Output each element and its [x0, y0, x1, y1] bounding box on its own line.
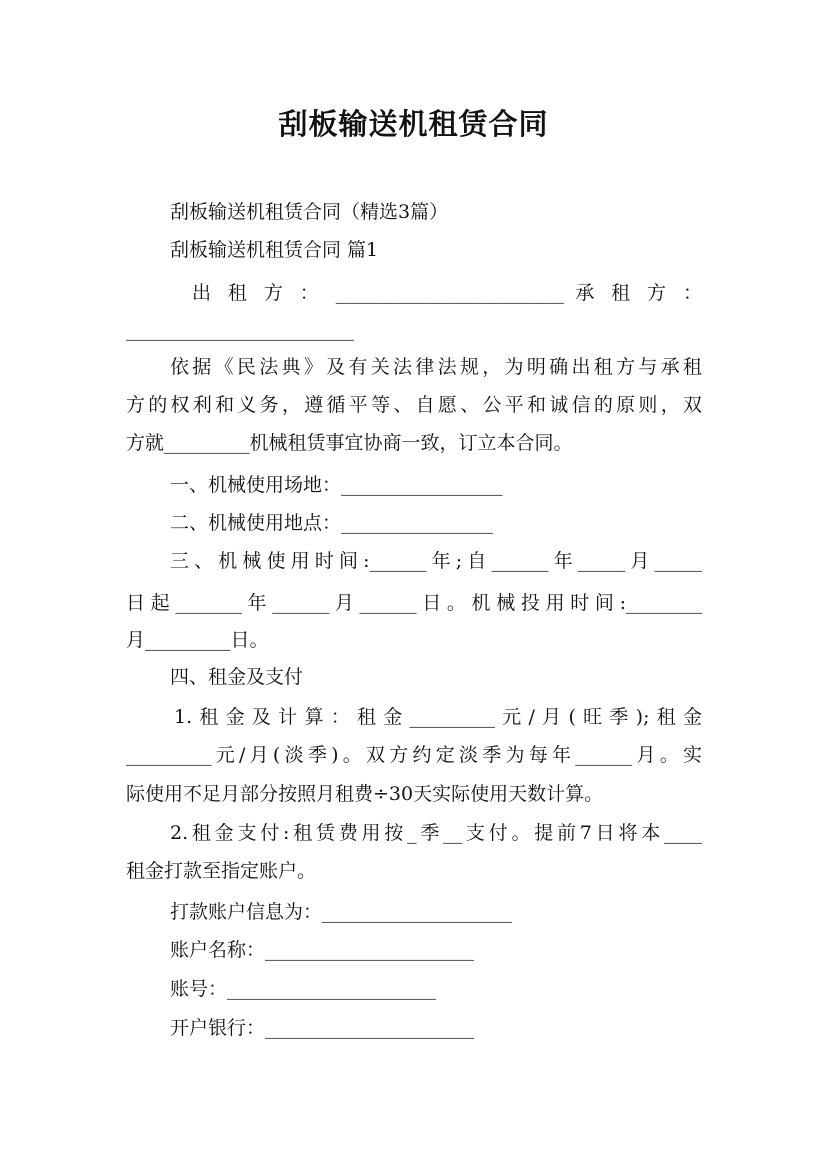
subtitle-selection: 刮板输送机租赁合同（精选3篇） — [170, 201, 449, 223]
preamble-line-3: 方就_________机械租赁事宜协商一致，订立本合同。 — [126, 432, 573, 454]
parties-line: 出 租 方 ： ________________________ 承 租 方 ： — [192, 282, 702, 304]
clause-rent-heading: 四、租金及支付 — [170, 666, 304, 688]
preamble-line-2: 方的权利和义务，遵循平等、自愿、公平和诚信的原则，双 — [126, 394, 702, 416]
rent-calc-line-2: _________元/月(淡季)。双方约定淡季为每年______月。实 — [126, 744, 702, 766]
clause-time-line-3: 月_________日。 — [126, 629, 269, 651]
rent-payment-line-1: 2.租金支付:租赁费用按_季__支付。提前7日将本____ — [170, 822, 702, 844]
clause-location: 二、机械使用地点：________________ — [170, 512, 494, 534]
rent-calc-line-3: 际使用不足月部分按照月租费÷30天实际使用天数计算。 — [126, 783, 604, 805]
section-heading-part1: 刮板输送机租赁合同 篇1 — [170, 239, 379, 261]
account-info: 打款账户信息为：____________________ — [170, 901, 513, 923]
account-bank: 开户银行：______________________ — [170, 1017, 475, 1039]
rent-payment-line-2: 租金打款至指定账户。 — [126, 860, 317, 882]
document-title: 刮板输送机租赁合同 — [278, 107, 549, 141]
parties-line-cont: ________________________ — [126, 319, 354, 341]
preamble-line-1: 依据《民法典》及有关法律法规，为明确出租方与承租 — [170, 356, 702, 378]
account-name: 账户名称：______________________ — [170, 939, 475, 961]
clause-site: 一、机械使用场地：_________________ — [170, 474, 503, 496]
clause-time-line-1: 三、机械使用时间:______年;自______年_____月_____ — [170, 550, 702, 572]
rent-calc-line-1: 1.租金及计算：租金_________元/月(旺季);租金 — [174, 706, 702, 728]
account-number: 账号：______________________ — [170, 978, 437, 1000]
clause-time-line-2: 日起_______年______月______日。机械投用时间:________ — [126, 592, 702, 614]
